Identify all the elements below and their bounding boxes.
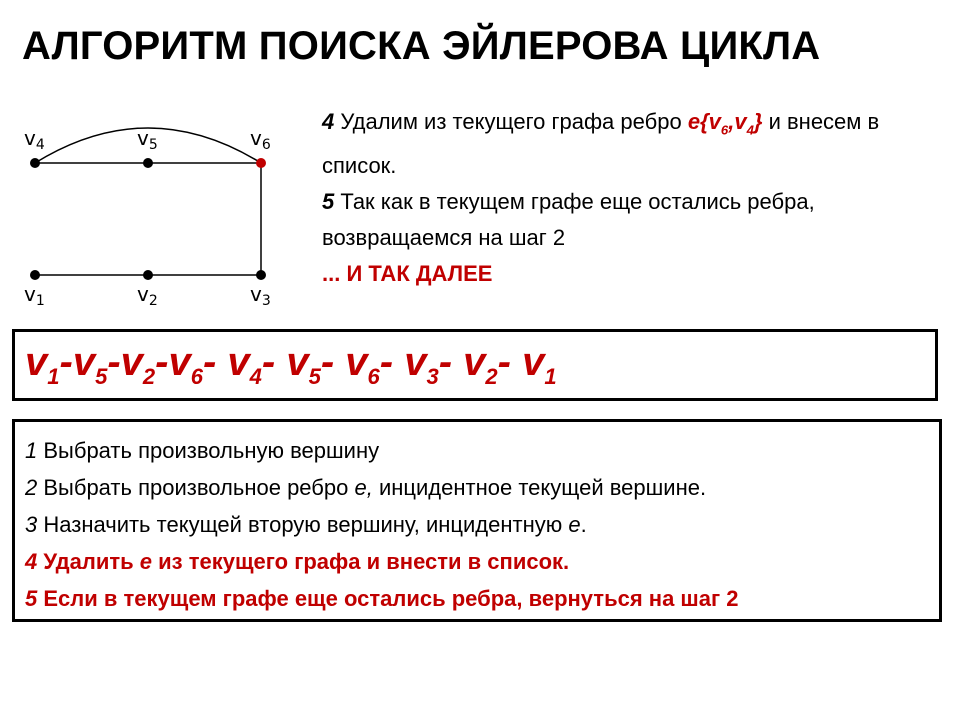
path-vertex-index: 6 (367, 364, 380, 389)
path-vertex: v (345, 340, 368, 384)
path-vertex-index: 2 (485, 364, 498, 389)
algo-step-4: 4 Удалить e из текущего графа и внести в список. (25, 549, 570, 574)
label-v3: $v_3$ (250, 282, 271, 309)
path-vertex-index: 1 (47, 364, 60, 389)
vertex-v1 (30, 270, 40, 280)
vertex-v2 (143, 270, 153, 280)
label-v4: $v_4$ (24, 126, 45, 153)
path-vertex: v (72, 340, 96, 384)
edge-notation: $e\{v_6,v_4\}$ (687, 109, 763, 138)
vertex-v5 (143, 158, 153, 168)
algo-step-1: 1 Выбрать произвольную вершину (25, 438, 380, 463)
label-v2: $v_2$ (137, 282, 158, 309)
path-vertex-index: 4 (249, 364, 262, 389)
path-vertex-index: 2 (142, 364, 156, 389)
algorithm-steps-box (12, 419, 942, 622)
path-separator: - (202, 340, 228, 384)
path-vertex: v (463, 340, 486, 384)
path-vertex: v (286, 340, 309, 384)
path-vertex: v (120, 340, 143, 384)
path-vertex: v (404, 340, 427, 384)
path-separator: - (497, 340, 523, 384)
current-step-text (322, 104, 942, 292)
path-vertex-index: 6 (190, 364, 203, 389)
graph-diagram (14, 118, 294, 318)
label-v5: $v_5$ (137, 126, 158, 153)
algo-step-3: 3 Назначить текущей вторую вершину, инцидентную е. (25, 512, 587, 537)
algo-step-5: 5 Если в текущем графе еще остались ребра, вернуться на шаг 2 (25, 586, 739, 611)
vertex-v3 (256, 270, 266, 280)
algo-step-2: 2 Выбрать произвольное ребро e, инцидентное текущей вершине. (25, 475, 707, 500)
and-so-on-text: ... И ТАК ДАЛЕЕ (322, 261, 493, 287)
path-vertex: v (522, 340, 545, 384)
path-separator: - (107, 340, 121, 384)
path-separator: - (261, 340, 287, 384)
path-vertex-index: 5 (95, 364, 108, 389)
path-vertex-index: 5 (308, 364, 321, 389)
path-vertex: v (25, 340, 48, 384)
label-v1: $v_1$ (24, 282, 45, 309)
step4-description: 4 Удалим из текущего графа ребро $e\{v_6,v_4\}$ и внесем в список. (322, 109, 880, 179)
path-separator: - (379, 340, 405, 384)
page-title: АЛГОРИТМ ПОИСКА ЭЙЛЕРОВА ЦИКЛА (22, 24, 821, 68)
step5-description: 5 Так как в текущем графе еще остались ребра, возвращаемся на шаг 2 (322, 189, 815, 251)
vertex-v4 (30, 158, 40, 168)
path-separator: - (320, 340, 346, 384)
euler-cycle-box (12, 329, 938, 401)
path-separator: - (155, 340, 169, 384)
path-separator: - (438, 340, 464, 384)
euler-cycle-path (25, 340, 557, 390)
path-vertex-index: 3 (426, 364, 439, 389)
label-v6: $v_6$ (250, 126, 271, 153)
vertex-v6 (256, 158, 266, 168)
path-vertex-index: 1 (544, 364, 557, 389)
path-separator: - (59, 340, 73, 384)
path-vertex: v (227, 340, 250, 384)
path-vertex: v (168, 340, 191, 384)
